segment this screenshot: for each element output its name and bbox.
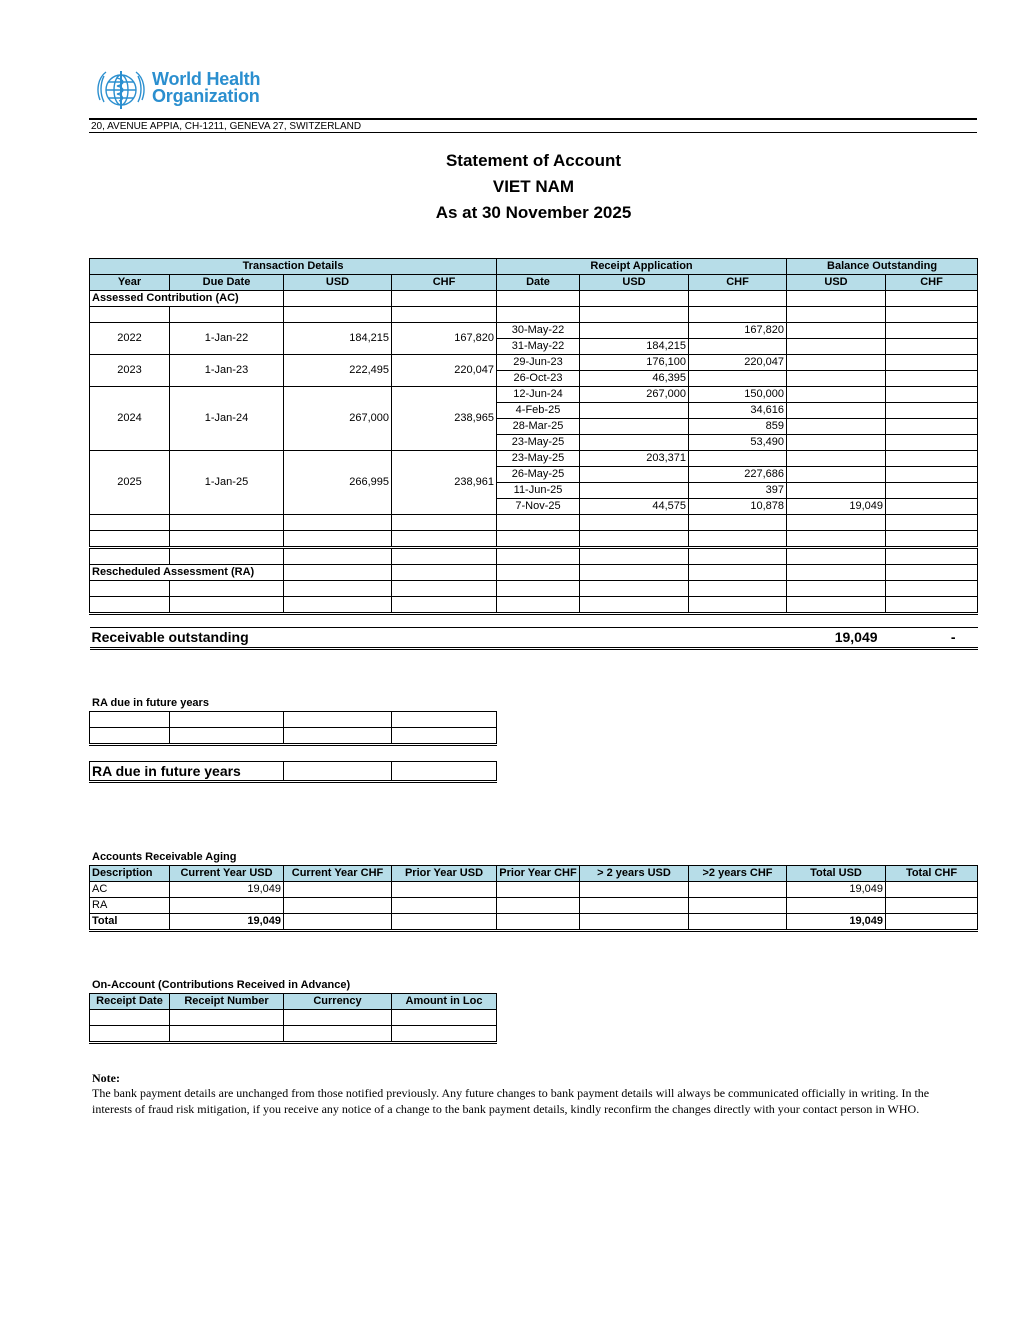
table-cell — [580, 882, 689, 898]
receipt-date-cell: 31-May-22 — [497, 339, 580, 355]
aging-total-row — [90, 914, 978, 931]
table-cell — [580, 597, 689, 614]
year-cell: 2025 — [90, 451, 170, 515]
balance-chf-cell — [886, 451, 978, 467]
receivable-usd: 19,049 — [787, 628, 886, 649]
table-cell — [392, 531, 497, 548]
table-cell — [580, 531, 689, 548]
table-cell — [284, 565, 392, 581]
table-cell — [580, 914, 689, 931]
section-row — [90, 565, 978, 581]
aging-row — [90, 882, 978, 898]
receipt-date-cell: 30-May-22 — [497, 323, 580, 339]
receipt-date-cell: 4-Feb-25 — [497, 403, 580, 419]
aging-header-row — [90, 866, 978, 882]
table-cell — [90, 581, 170, 597]
org-name-line1: World Health — [152, 69, 261, 89]
table-row — [90, 307, 978, 323]
receipt-chf-cell: 53,490 — [689, 435, 787, 451]
receipt-chf-cell: 150,000 — [689, 387, 787, 403]
receipt-date-cell: 23-May-25 — [497, 451, 580, 467]
table-cell — [497, 581, 580, 597]
table-cell — [392, 581, 497, 597]
table-cell — [787, 597, 886, 614]
table-cell — [580, 581, 689, 597]
table-row — [90, 728, 497, 745]
table-cell — [392, 548, 497, 565]
table-cell — [580, 515, 689, 531]
table-cell — [392, 914, 497, 931]
table-cell — [886, 581, 978, 597]
receipt-usd-cell — [580, 435, 689, 451]
table-cell — [170, 597, 284, 614]
table-cell — [284, 548, 392, 565]
table-cell — [689, 307, 787, 323]
table-cell — [787, 581, 886, 597]
statement-date: As at 30 November 2025 — [435, 203, 632, 222]
balance-usd-cell — [787, 451, 886, 467]
who-emblem-icon — [90, 66, 152, 114]
table-cell — [170, 307, 284, 323]
table-cell — [689, 565, 787, 581]
statement-row — [90, 451, 978, 467]
receipt-chf-cell — [689, 451, 787, 467]
receivable-label: Receivable outstanding — [90, 628, 787, 649]
receipt-date-cell: 12-Jun-24 — [497, 387, 580, 403]
table-cell — [284, 898, 392, 914]
table-cell — [580, 548, 689, 565]
column-header: > 2 years USD — [580, 866, 689, 882]
column-header: Receipt Date — [90, 994, 170, 1010]
statement-title: Statement of Account — [445, 151, 622, 170]
table-cell — [886, 914, 978, 931]
due-date-cell: 1-Jan-24 — [170, 387, 284, 451]
statement-row — [90, 355, 978, 371]
table-cell — [497, 597, 580, 614]
table-cell — [886, 597, 978, 614]
receipt-chf-cell: 227,686 — [689, 467, 787, 483]
due-date-cell: 1-Jan-23 — [170, 355, 284, 387]
group-header-receipt-application: Receipt Application — [497, 259, 787, 275]
receipt-usd-cell: 184,215 — [580, 339, 689, 355]
on-account-table — [89, 993, 497, 1044]
column-header: Prior Year CHF — [497, 866, 580, 882]
table-cell — [497, 531, 580, 548]
statement-row — [90, 387, 978, 403]
table-cell — [580, 898, 689, 914]
year-cell: 2024 — [90, 387, 170, 451]
table-row — [90, 1026, 497, 1043]
balance-usd-cell — [787, 339, 886, 355]
table-cell — [689, 581, 787, 597]
table-row — [90, 1010, 497, 1026]
column-header: Current Year USD — [170, 866, 284, 882]
table-cell — [392, 307, 497, 323]
table-cell — [284, 882, 392, 898]
table-cell — [497, 898, 580, 914]
column-header: Prior Year USD — [392, 866, 497, 882]
ra-future-total-row — [90, 762, 497, 782]
column-header: Date — [497, 275, 580, 291]
table-cell — [284, 914, 392, 931]
table-cell — [170, 581, 284, 597]
table-cell — [886, 291, 978, 307]
table-cell — [787, 515, 886, 531]
table-cell — [689, 914, 787, 931]
receivable-chf: - — [886, 628, 978, 649]
column-header: USD — [787, 275, 886, 291]
table-cell — [392, 882, 497, 898]
column-header: Year — [90, 275, 170, 291]
column-header: Total USD — [787, 866, 886, 882]
balance-usd-cell — [787, 435, 886, 451]
table-cell — [580, 291, 689, 307]
table-cell — [886, 565, 978, 581]
table-cell — [886, 307, 978, 323]
column-header: Total CHF — [886, 866, 978, 882]
ra-future-table — [89, 711, 497, 746]
table-cell — [497, 882, 580, 898]
table-cell — [580, 307, 689, 323]
table-cell — [886, 898, 978, 914]
assessed-usd-cell: 266,995 — [284, 451, 392, 515]
receipt-chf-cell: 220,047 — [689, 355, 787, 371]
balance-chf-cell — [886, 419, 978, 435]
ra-future-heading: RA due in future years — [92, 697, 209, 709]
table-cell — [787, 291, 886, 307]
note-heading: Note: — [92, 1071, 120, 1085]
statement-row — [90, 323, 978, 339]
column-header: Amount in Loc — [392, 994, 497, 1010]
balance-chf-cell — [886, 499, 978, 515]
balance-usd-cell — [787, 355, 886, 371]
table-cell — [787, 565, 886, 581]
table-cell — [689, 515, 787, 531]
table-row — [90, 531, 978, 548]
table-cell — [689, 291, 787, 307]
receipt-usd-cell — [580, 483, 689, 499]
receipt-usd-cell — [580, 403, 689, 419]
receipt-date-cell: 11-Jun-25 — [497, 483, 580, 499]
table-cell — [284, 307, 392, 323]
column-header: Description — [90, 866, 170, 882]
table-cell: 19,049 — [787, 882, 886, 898]
receipt-date-cell: 26-Oct-23 — [497, 371, 580, 387]
table-cell — [497, 291, 580, 307]
group-header-transaction-details: Transaction Details — [90, 259, 497, 275]
receipt-chf-cell: 859 — [689, 419, 787, 435]
table-cell: 19,049 — [170, 914, 284, 931]
balance-chf-cell — [886, 371, 978, 387]
balance-usd-cell — [787, 371, 886, 387]
balance-chf-cell — [886, 323, 978, 339]
table-cell — [170, 548, 284, 565]
table-cell — [284, 581, 392, 597]
table-cell — [90, 531, 170, 548]
assessed-usd-cell: 267,000 — [284, 387, 392, 451]
table-cell — [284, 291, 392, 307]
column-header: >2 years CHF — [689, 866, 787, 882]
balance-usd-cell — [787, 467, 886, 483]
balance-chf-cell — [886, 435, 978, 451]
table-row — [90, 597, 978, 614]
group-header-balance-outstanding: Balance Outstanding — [787, 259, 978, 275]
receipt-usd-cell: 46,395 — [580, 371, 689, 387]
receipt-date-cell: 28-Mar-25 — [497, 419, 580, 435]
group-header-row — [90, 259, 978, 275]
table-cell — [284, 515, 392, 531]
column-header: Receipt Number — [170, 994, 284, 1010]
receipt-chf-cell: 10,878 — [689, 499, 787, 515]
due-date-cell: 1-Jan-22 — [170, 323, 284, 355]
assessed-chf-cell: 238,965 — [392, 387, 497, 451]
table-cell — [497, 515, 580, 531]
receipt-usd-cell — [580, 323, 689, 339]
on-account-header-row — [90, 994, 497, 1010]
table-cell — [689, 882, 787, 898]
receivable-outstanding-row — [90, 628, 978, 649]
receipt-chf-cell: 34,616 — [689, 403, 787, 419]
table-cell — [497, 914, 580, 931]
org-name-line2: Organization — [152, 86, 260, 106]
table-cell — [886, 882, 978, 898]
table-cell — [90, 515, 170, 531]
table-cell: Total — [90, 914, 170, 931]
table-cell — [90, 614, 978, 628]
column-header: CHF — [392, 275, 497, 291]
table-cell — [170, 531, 284, 548]
section-row — [90, 291, 978, 307]
table-cell — [170, 898, 284, 914]
table-cell — [580, 565, 689, 581]
balance-chf-cell — [886, 403, 978, 419]
aging-row — [90, 898, 978, 914]
table-cell — [392, 565, 497, 581]
column-header: Current Year CHF — [284, 866, 392, 882]
table-row — [90, 581, 978, 597]
receipt-usd-cell: 176,100 — [580, 355, 689, 371]
receipt-chf-cell — [689, 339, 787, 355]
country-name: VIET NAM — [492, 177, 575, 196]
table-cell — [689, 597, 787, 614]
header-rule — [89, 118, 977, 120]
table-cell — [689, 548, 787, 565]
table-cell — [392, 597, 497, 614]
assessed-chf-cell: 220,047 — [392, 355, 497, 387]
balance-usd-cell: 19,049 — [787, 499, 886, 515]
balance-usd-cell — [787, 483, 886, 499]
table-cell: 19,049 — [787, 914, 886, 931]
balance-usd-cell — [787, 403, 886, 419]
table-cell — [787, 531, 886, 548]
assessed-usd-cell: 222,495 — [284, 355, 392, 387]
balance-chf-cell — [886, 355, 978, 371]
table-cell — [392, 515, 497, 531]
receipt-chf-cell — [689, 371, 787, 387]
receipt-date-cell: 26-May-25 — [497, 467, 580, 483]
receipt-chf-cell: 397 — [689, 483, 787, 499]
table-cell — [284, 597, 392, 614]
section-label-ac: Assessed Contribution (AC) — [90, 291, 284, 307]
spacer-row — [90, 614, 978, 628]
assessed-usd-cell: 184,215 — [284, 323, 392, 355]
column-header: USD — [580, 275, 689, 291]
year-cell: 2023 — [90, 355, 170, 387]
receipt-chf-cell: 167,820 — [689, 323, 787, 339]
who-logo — [90, 66, 266, 114]
year-cell: 2022 — [90, 323, 170, 355]
table-cell — [497, 565, 580, 581]
balance-usd-cell — [787, 323, 886, 339]
org-address: 20, AVENUE APPIA, CH-1211, GENEVA 27, SWITZERLAND — [91, 121, 362, 132]
receipt-date-cell: 23-May-25 — [497, 435, 580, 451]
balance-usd-cell — [787, 419, 886, 435]
aging-table — [89, 865, 978, 932]
due-date-cell: 1-Jan-25 — [170, 451, 284, 515]
table-cell — [689, 531, 787, 548]
table-row — [90, 515, 978, 531]
column-header: CHF — [886, 275, 978, 291]
table-cell — [392, 291, 497, 307]
column-header: CHF — [689, 275, 787, 291]
table-cell: 19,049 — [170, 882, 284, 898]
balance-chf-cell — [886, 483, 978, 499]
table-cell: RA — [90, 898, 170, 914]
table-cell — [689, 898, 787, 914]
table-cell — [497, 548, 580, 565]
table-cell — [90, 548, 170, 565]
table-cell — [787, 548, 886, 565]
column-header: USD — [284, 275, 392, 291]
balance-usd-cell — [787, 387, 886, 403]
table-cell — [90, 597, 170, 614]
balance-chf-cell — [886, 467, 978, 483]
aging-heading: Accounts Receivable Aging — [92, 851, 237, 863]
table-cell — [90, 307, 170, 323]
statement-table — [89, 258, 978, 650]
balance-chf-cell — [886, 339, 978, 355]
receipt-date-cell: 29-Jun-23 — [497, 355, 580, 371]
table-cell — [170, 515, 284, 531]
receipt-usd-cell: 203,371 — [580, 451, 689, 467]
balance-chf-cell — [886, 387, 978, 403]
receipt-usd-cell: 267,000 — [580, 387, 689, 403]
ra-future-total-table — [89, 761, 497, 783]
table-cell — [886, 531, 978, 548]
table-cell — [497, 307, 580, 323]
table-cell — [787, 307, 886, 323]
receipt-usd-cell — [580, 467, 689, 483]
table-cell: AC — [90, 882, 170, 898]
table-cell — [392, 898, 497, 914]
ra-future-total-label: RA due in future years — [90, 762, 284, 782]
column-header-row — [90, 275, 978, 291]
receipt-usd-cell: 44,575 — [580, 499, 689, 515]
column-header: Currency — [284, 994, 392, 1010]
table-cell — [886, 548, 978, 565]
assessed-chf-cell: 167,820 — [392, 323, 497, 355]
table-row — [90, 548, 978, 565]
receipt-usd-cell — [580, 419, 689, 435]
table-row — [90, 712, 497, 728]
assessed-chf-cell: 238,961 — [392, 451, 497, 515]
table-cell — [886, 515, 978, 531]
receipt-date-cell: 7-Nov-25 — [497, 499, 580, 515]
section-label-ra: Rescheduled Assessment (RA) — [90, 565, 284, 581]
table-cell — [284, 531, 392, 548]
table-cell — [787, 898, 886, 914]
note-text: The bank payment details are unchanged from those notified previously. Any future changes to bank payment details will always be communicated officially in writing. In the interests of fraud risk mitigation, if you receive any notice of a change to the bank payment details, kindly reconfirm the changes directly with your contact person in WHO. — [92, 1086, 930, 1116]
on-account-heading: On-Account (Contributions Received in Advance) — [92, 979, 351, 991]
column-header: Due Date — [170, 275, 284, 291]
header-rule-thin — [89, 132, 977, 133]
